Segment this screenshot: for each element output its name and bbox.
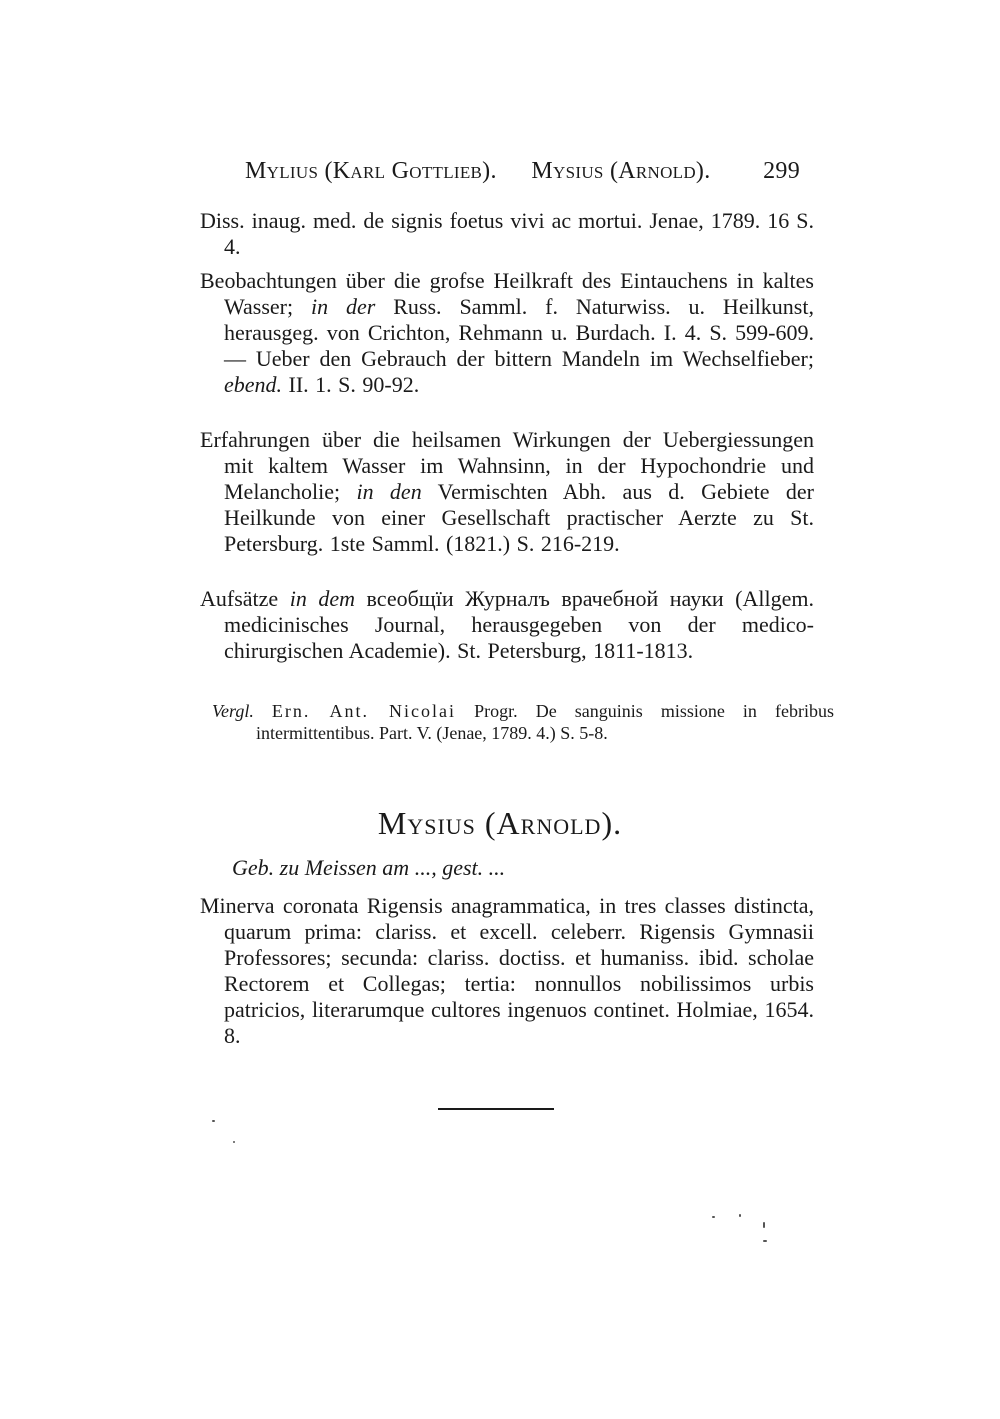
entry-text: Vermischten Abh. aus d. Gebiete der Heilkunde von einer Gesellschaft practischer Aerzte zu St. Petersburg. 1ste Samml. (1821.) S. 216-219.	[224, 479, 814, 556]
entry-italic: in dem	[289, 586, 356, 611]
entry-text: Erfahrungen über die heilsamen Wirkungen der Uebergiessungen mit kaltem Wasser im Wahnsinn, in der Hypochondrie und Melancholie;	[200, 427, 814, 504]
bibliography-entry-5	[200, 893, 814, 1049]
note-author: Ern. Ant. Nicolai	[271, 701, 457, 721]
section-title: Mysius (Arnold).	[377, 805, 623, 841]
entry-text: Aufsätze	[200, 586, 290, 611]
entry-italic: ebend.	[224, 372, 283, 397]
bibliography-entry-1	[200, 208, 814, 260]
entry-text: Diss. inaug. med. de signis foetus vivi ac mortui. Jenae, 1789. 16 S. 4.	[200, 208, 814, 259]
biography-line: Geb. zu Meissen am ..., gest. ...	[232, 855, 506, 880]
reference-note	[212, 700, 834, 744]
print-speck	[712, 1216, 715, 1218]
running-head-right: Mysius (Arnold).	[531, 158, 711, 184]
page-number: 299	[763, 158, 800, 184]
entry-italic: in der	[311, 294, 376, 319]
closing-rule	[438, 1108, 554, 1110]
bibliography-entry-3	[200, 427, 814, 557]
print-speck	[739, 1214, 741, 1217]
entry-text: Minerva coronata Rigensis anagrammatica, in tres classes distincta, quarum prima: clariss. et excell. celeberr. Rigensis Gymnasii Professores; secunda: clariss. doctiss. et humaniss. ibid. scholae Rectorem et Collegas; tertia: nonnullos nobilissimos urbis patricios, literarumque cultores ingenuos continet. Holmiae, 1654. 8.	[200, 893, 814, 1048]
print-speck	[212, 1120, 215, 1122]
running-head-left: Mylius (Karl Gottlieb).	[245, 158, 497, 184]
note-vergl: Vergl.	[212, 701, 254, 721]
print-speck	[763, 1240, 767, 1242]
bibliography-entry-4	[200, 586, 814, 664]
entry-text: Beobachtungen über die grofse Heilkraft des Eintauchens in kaltes Wasser;	[200, 268, 814, 319]
entry-text: II. 1. S. 90-92.	[282, 372, 420, 397]
entry-text: всеобщїи Журналъ врачебной науки (Allgem. medicinisches Journal, herausgegeben von der medico-chirurgischen Academie). St. Petersburg, 1811-1813.	[224, 586, 814, 663]
entry-text: Russ. Samml. f. Naturwiss. u. Heilkunst, herausgeg. von Crichton, Rehmann u. Burdach. I. 4. S. 599-609. — Ueber den Gebrauch der bittern Mandeln im Wechselfieber;	[224, 294, 814, 371]
entry-italic: in den	[356, 479, 422, 504]
print-speck	[763, 1222, 765, 1228]
running-head	[245, 158, 800, 185]
bibliography-entry-2	[200, 268, 814, 398]
print-speck	[233, 1141, 235, 1143]
note-text: Progr. De sanguinis missione in febribus intermittentibus. Part. V. (Jenae, 1789. 4.) S. 5-8.	[256, 701, 834, 743]
